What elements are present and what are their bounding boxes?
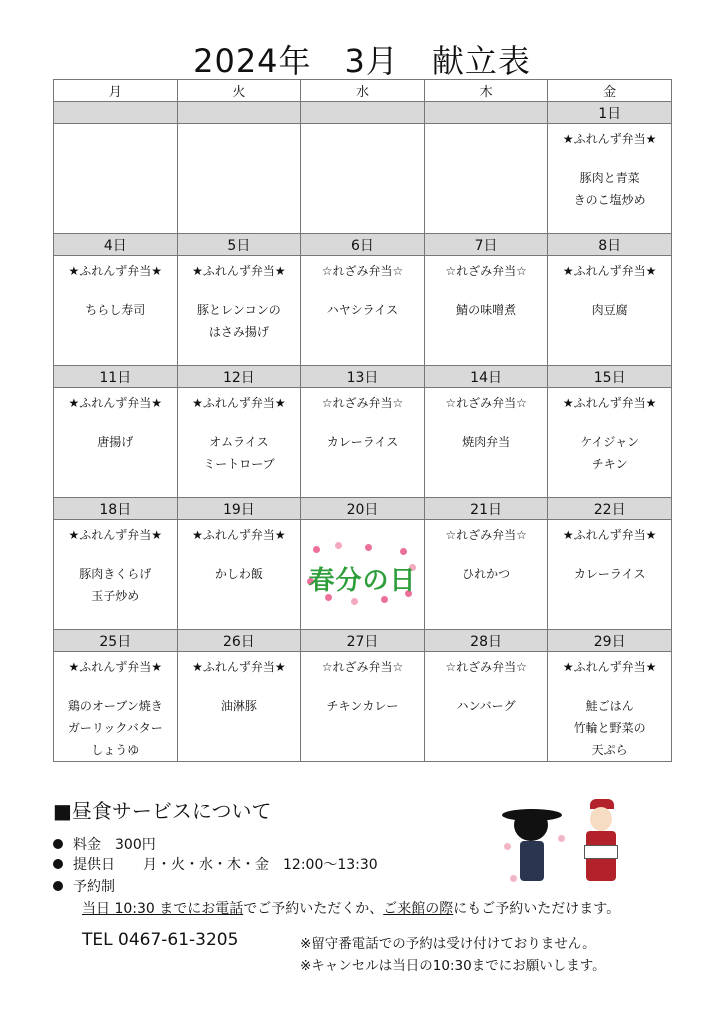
day-date: 27日 — [301, 630, 425, 652]
sakura-icon — [351, 598, 358, 605]
menu-line: 唐揚げ — [97, 435, 134, 449]
weekday-header: 水 — [301, 80, 425, 102]
menu-line: ちらし寿司 — [85, 303, 146, 317]
sakura-icon — [381, 596, 388, 603]
day-cell — [548, 652, 672, 762]
menu-item — [425, 695, 548, 717]
menu-line: カレーライス — [573, 567, 646, 581]
menu-line: はさみ揚げ — [208, 325, 269, 339]
day-date — [54, 102, 178, 124]
day-cell — [54, 388, 178, 498]
bento-label: ★ふれんず弁当★ — [562, 528, 657, 542]
menu-item — [425, 563, 548, 585]
day-date — [177, 102, 301, 124]
menu-line: ひれかつ — [462, 567, 511, 581]
day-date: 4日 — [54, 234, 178, 256]
bullet-icon — [53, 839, 63, 849]
bento-label: ★ふれんず弁当★ — [562, 660, 657, 674]
days-label: 提供日 — [73, 857, 115, 873]
day-date: 8日 — [548, 234, 672, 256]
bullet-icon — [53, 881, 63, 891]
day-cell — [54, 256, 178, 366]
reservation-label: 予約制 — [73, 879, 115, 895]
menu-item — [425, 299, 548, 321]
day-cell — [54, 124, 178, 234]
bento-label: ★ふれんず弁当★ — [68, 528, 163, 542]
bento-label: ★ふれんず弁当★ — [192, 528, 286, 542]
menu-item — [178, 563, 301, 585]
menu-line: 豚とレンコンの — [197, 303, 281, 317]
menu-line: 鯖の味噌煮 — [456, 303, 517, 317]
illustration-characters — [500, 795, 620, 895]
day-cell — [177, 388, 301, 498]
menu-line: 肉豆腐 — [591, 303, 628, 317]
day-date: 1日 — [548, 102, 672, 124]
menu-item — [301, 299, 424, 321]
day-cell — [548, 520, 672, 630]
bento-label: ☆れざみ弁当☆ — [445, 660, 527, 674]
day-date: 26日 — [177, 630, 301, 652]
menu-item — [548, 695, 671, 761]
menu-line: きのこ塩炒め — [573, 193, 646, 207]
day-cell — [301, 388, 425, 498]
hours-value: 12:00～13:30 — [283, 857, 378, 873]
menu-item — [548, 563, 671, 585]
day-cell — [548, 388, 672, 498]
sakura-icon — [365, 544, 372, 551]
weekday-header: 木 — [424, 80, 548, 102]
menu-item — [548, 167, 671, 211]
day-date: 5日 — [177, 234, 301, 256]
menu-line: 豚肉と青菜 — [579, 171, 640, 185]
bento-label: ☆れざみ弁当☆ — [321, 264, 404, 278]
day-date: 20日 — [301, 498, 425, 520]
menu-line: ハヤシライス — [326, 303, 399, 317]
note-answering-machine: ※留守番電話での予約は受け付けておりません。 — [300, 936, 596, 952]
day-cell — [424, 520, 548, 630]
menu-line: ハンバーグ — [456, 699, 516, 713]
day-date: 13日 — [301, 366, 425, 388]
menu-item — [54, 563, 177, 607]
menu-item — [178, 299, 301, 343]
day-date: 22日 — [548, 498, 672, 520]
day-cell — [424, 652, 548, 762]
sakura-icon — [335, 542, 342, 549]
menu-item — [301, 695, 424, 717]
bullet-icon — [53, 859, 63, 869]
day-cell — [424, 388, 548, 498]
bento-label: ★ふれんず弁当★ — [68, 396, 163, 410]
bento-label: ★ふれんず弁当★ — [68, 264, 163, 278]
menu-line: 焼肉弁当 — [462, 435, 511, 449]
resv-phone: 当日 10:30 までにお電話 — [82, 901, 244, 917]
day-date: 28日 — [424, 630, 548, 652]
menu-line: 鶏のオーブン焼き — [67, 699, 163, 713]
day-cell — [424, 256, 548, 366]
bento-label: ★ふれんず弁当★ — [562, 264, 657, 278]
menu-item — [54, 431, 177, 453]
day-date: 29日 — [548, 630, 672, 652]
menu-item — [301, 431, 424, 453]
resv-visit: ご来館の際 — [383, 901, 454, 917]
bento-label: ★ふれんず弁当★ — [68, 660, 163, 674]
menu-line: チキン — [591, 457, 628, 471]
bento-label: ☆れざみ弁当☆ — [321, 396, 404, 410]
day-cell — [301, 652, 425, 762]
holiday-illustration — [305, 542, 420, 608]
price-value: 300円 — [115, 837, 156, 853]
menu-line: 油淋豚 — [220, 699, 257, 713]
bento-label: ★ふれんず弁当★ — [192, 264, 286, 278]
bento-label: ★ふれんず弁当★ — [192, 396, 286, 410]
day-date — [424, 102, 548, 124]
menu-line: チキンカレー — [326, 699, 399, 713]
day-date: 21日 — [424, 498, 548, 520]
menu-line: ミートローブ — [203, 457, 275, 471]
day-date — [301, 102, 425, 124]
bento-label: ☆れざみ弁当☆ — [321, 660, 404, 674]
telephone: TEL 0467-61-3205 — [82, 930, 239, 950]
weekday-header: 火 — [177, 80, 301, 102]
day-date: 7日 — [424, 234, 548, 256]
menu-line: 玉子炒め — [91, 589, 140, 603]
menu-item — [54, 695, 177, 761]
reservation-text — [82, 898, 620, 918]
menu-item — [54, 299, 177, 321]
menu-line: カレーライス — [326, 435, 399, 449]
price-item — [53, 834, 156, 854]
menu-line: 豚肉きくらげ — [79, 567, 152, 581]
menu-line: ガーリックバター — [67, 721, 163, 735]
character-server-icon — [590, 807, 612, 831]
menu-line: ケイジャン — [580, 435, 640, 449]
resv-text-2: にもご予約いただけます。 — [453, 901, 621, 917]
menu-line: 竹輪と野菜の — [573, 721, 646, 735]
day-date: 12日 — [177, 366, 301, 388]
day-date: 18日 — [54, 498, 178, 520]
day-cell — [54, 520, 178, 630]
menu-item — [178, 431, 301, 475]
price-label: 料金 — [73, 837, 101, 853]
menu-item — [548, 299, 671, 321]
bento-label: ☆れざみ弁当☆ — [445, 264, 527, 278]
weekday-header: 月 — [54, 80, 178, 102]
day-date: 15日 — [548, 366, 672, 388]
day-date: 11日 — [54, 366, 178, 388]
bento-label: ★ふれんず弁当★ — [192, 660, 286, 674]
day-date: 14日 — [424, 366, 548, 388]
day-cell — [548, 256, 672, 366]
day-cell — [54, 652, 178, 762]
menu-item — [548, 431, 671, 475]
holiday-name: 春分の日 — [308, 566, 417, 596]
bento-label: ★ふれんず弁当★ — [562, 132, 657, 146]
menu-line: かしわ飯 — [214, 567, 263, 581]
menu-item — [178, 695, 301, 717]
day-cell — [548, 124, 672, 234]
day-date: 25日 — [54, 630, 178, 652]
menu-item — [425, 431, 548, 453]
bento-label: ☆れざみ弁当☆ — [445, 528, 527, 542]
menu-calendar — [53, 79, 672, 762]
page-title: 2024年 3月 献立表 — [193, 42, 531, 80]
sakura-icon — [400, 548, 407, 555]
service-heading: ■昼食サービスについて — [53, 799, 272, 823]
menu-line: 天ぷら — [591, 743, 628, 757]
day-cell — [301, 520, 425, 630]
day-cell — [177, 652, 301, 762]
reservation-item — [53, 876, 115, 896]
weekday-header: 金 — [548, 80, 672, 102]
menu-line: 鮭ごはん — [585, 699, 634, 713]
day-cell — [424, 124, 548, 234]
note-cancel: ※キャンセルは当日の10:30までにお願いします。 — [300, 958, 606, 974]
resv-text-1: でご予約いただくか、 — [243, 901, 384, 917]
menu-line: しょうゆ — [91, 743, 140, 757]
days-value: 月・火・水・木・金 — [143, 857, 269, 873]
day-date: 6日 — [301, 234, 425, 256]
day-cell — [177, 520, 301, 630]
day-cell — [301, 256, 425, 366]
menu-line: オムライス — [209, 435, 269, 449]
day-cell — [301, 124, 425, 234]
day-date: 19日 — [177, 498, 301, 520]
day-cell — [177, 256, 301, 366]
day-cell — [177, 124, 301, 234]
days-item — [53, 854, 378, 874]
bento-label: ☆れざみ弁当☆ — [445, 396, 527, 410]
sakura-icon — [313, 546, 320, 553]
bento-label: ★ふれんず弁当★ — [562, 396, 657, 410]
